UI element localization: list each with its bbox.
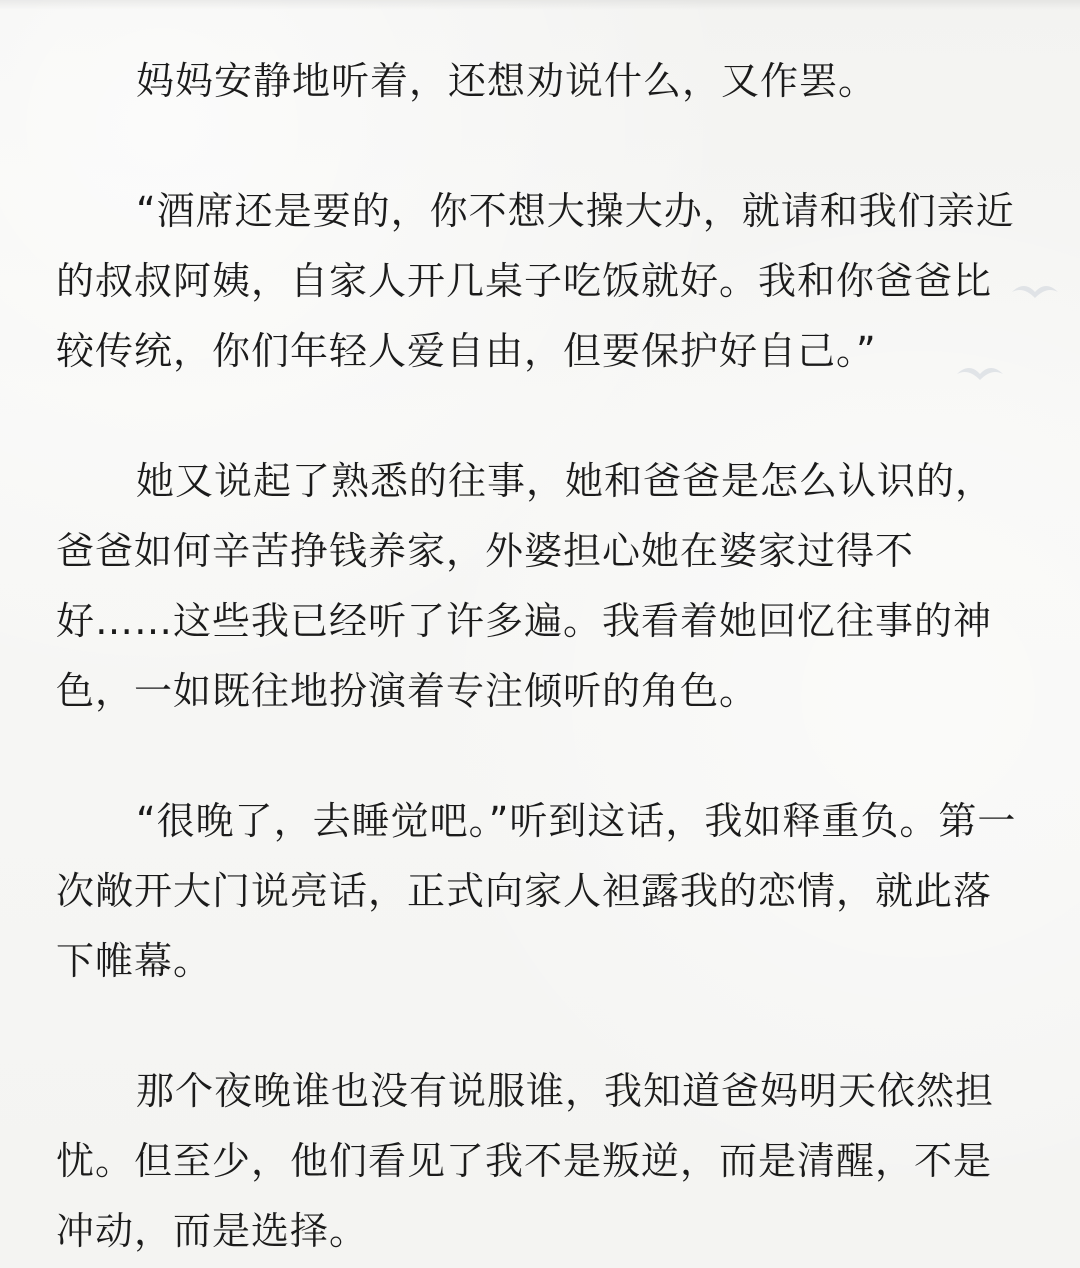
bird-silhouette-icon [955, 360, 1005, 386]
bird-silhouette-icon [1010, 278, 1060, 304]
paragraph-2: “酒席还是要的，你不想大操大办，就请和我们亲近的叔叔阿姨，自家人开几桌子吃饭就好。我和你爸爸比较传统，你们年轻人爱自由，但要保护好自己。” [56, 189, 1015, 373]
paragraph-4: “很晚了，去睡觉吧。”听到这话，我如释重负。第一次敞开大门说亮话，正式向家人袒露我的恋情，就此落下帷幕。 [56, 799, 1017, 983]
paragraph-3: 她又说起了熟悉的往事，她和爸爸是怎么认识的，爸爸如何辛苦挣钱养家，外婆担心她在婆家过得不好……这些我已经听了许多遍。我看着她回忆往事的神色，一如既往地扮演着专注倾听的角色。 [56, 459, 995, 713]
paragraph-5: 那个夜晚谁也没有说服谁，我知道爸妈明天依然担忧。但至少，他们看见了我不是叛逆，而是清醒，不是冲动，而是选择。 [56, 1069, 995, 1253]
paragraph-1: 妈妈安静地听着，还想劝说什么，又作罢。 [136, 59, 878, 103]
top-shadow [0, 0, 1080, 10]
